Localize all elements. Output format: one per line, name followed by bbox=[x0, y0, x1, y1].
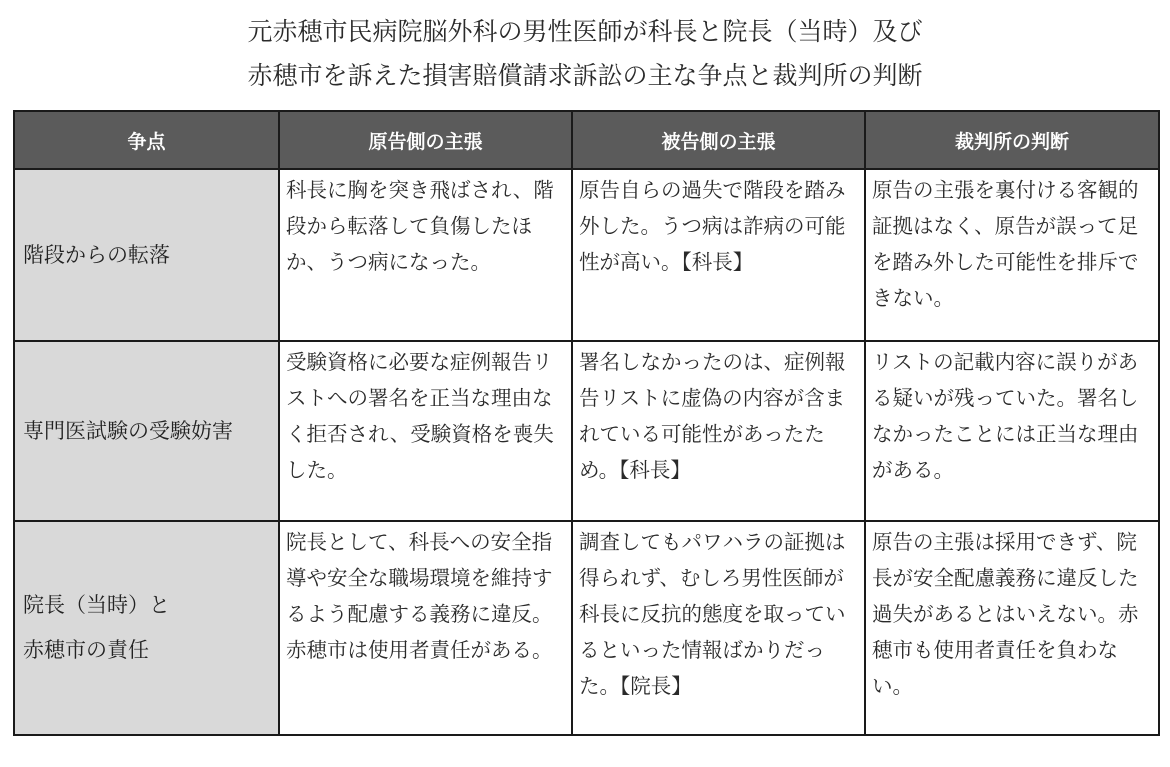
header-issue: 争点 bbox=[14, 111, 279, 169]
issue-label: 院長（当時）と 赤穂市の責任 bbox=[23, 593, 170, 662]
court-judgment-cell: 原告の主張を裏付ける客観的証拠はなく、原告が誤って足を踏み外した可能性を排斥できない。 bbox=[865, 169, 1159, 341]
header-defendant: 被告側の主張 bbox=[572, 111, 865, 169]
defendant-claim-cell: 原告自らの過失で階段を踏み外した。うつ病は詐病の可能性が高い。【科長】 bbox=[572, 169, 865, 341]
table-row bbox=[14, 169, 1159, 341]
title-line-1: 元赤穂市民病院脳外科の男性医師が科長と院長（当時）及び bbox=[247, 17, 923, 46]
defendant-claim-cell: 調査してもパワハラの証拠は得られず、むしろ男性医師が科長に反抗的態度を取っているといった情報ばかりだった。【院長】 bbox=[572, 521, 865, 735]
court-judgment-cell: 原告の主張は採用できず、院長が安全配慮義務に違反した過失があるとはいえない。赤穂市も使用者責任を負わない。 bbox=[865, 521, 1159, 735]
table-header-row bbox=[14, 111, 1159, 169]
document-title bbox=[0, 10, 1170, 98]
issue-label: 専門医試験の受験妨害 bbox=[23, 418, 233, 443]
plaintiff-claim-cell: 科長に胸を突き飛ばされ、階段から転落して負傷したほか、うつ病になった。 bbox=[279, 169, 572, 341]
plaintiff-claim-cell: 院長として、科長への安全指導や安全な職場環境を維持するよう配慮する義務に違反。赤穂市は使用者責任がある。 bbox=[279, 521, 572, 735]
issue-cell bbox=[14, 341, 279, 521]
dispute-table bbox=[13, 110, 1160, 736]
issue-cell bbox=[14, 521, 279, 735]
table-row bbox=[14, 341, 1159, 521]
defendant-claim-cell: 署名しなかったのは、症例報告リストに虚偽の内容が含まれている可能性があったため。【科長】 bbox=[572, 341, 865, 521]
court-judgment-cell: リストの記載内容に誤りがある疑いが残っていた。署名しなかったことには正当な理由がある。 bbox=[865, 341, 1159, 521]
header-plaintiff: 原告側の主張 bbox=[279, 111, 572, 169]
plaintiff-claim-cell: 受験資格に必要な症例報告リストへの署名を正当な理由なく拒否され、受験資格を喪失した。 bbox=[279, 341, 572, 521]
issue-cell bbox=[14, 169, 279, 341]
header-court: 裁判所の判断 bbox=[865, 111, 1159, 169]
table-row bbox=[14, 521, 1159, 735]
issue-label: 階段からの転落 bbox=[23, 242, 170, 267]
title-line-2: 赤穂市を訴えた損害賠償請求訴訟の主な争点と裁判所の判断 bbox=[247, 61, 923, 90]
